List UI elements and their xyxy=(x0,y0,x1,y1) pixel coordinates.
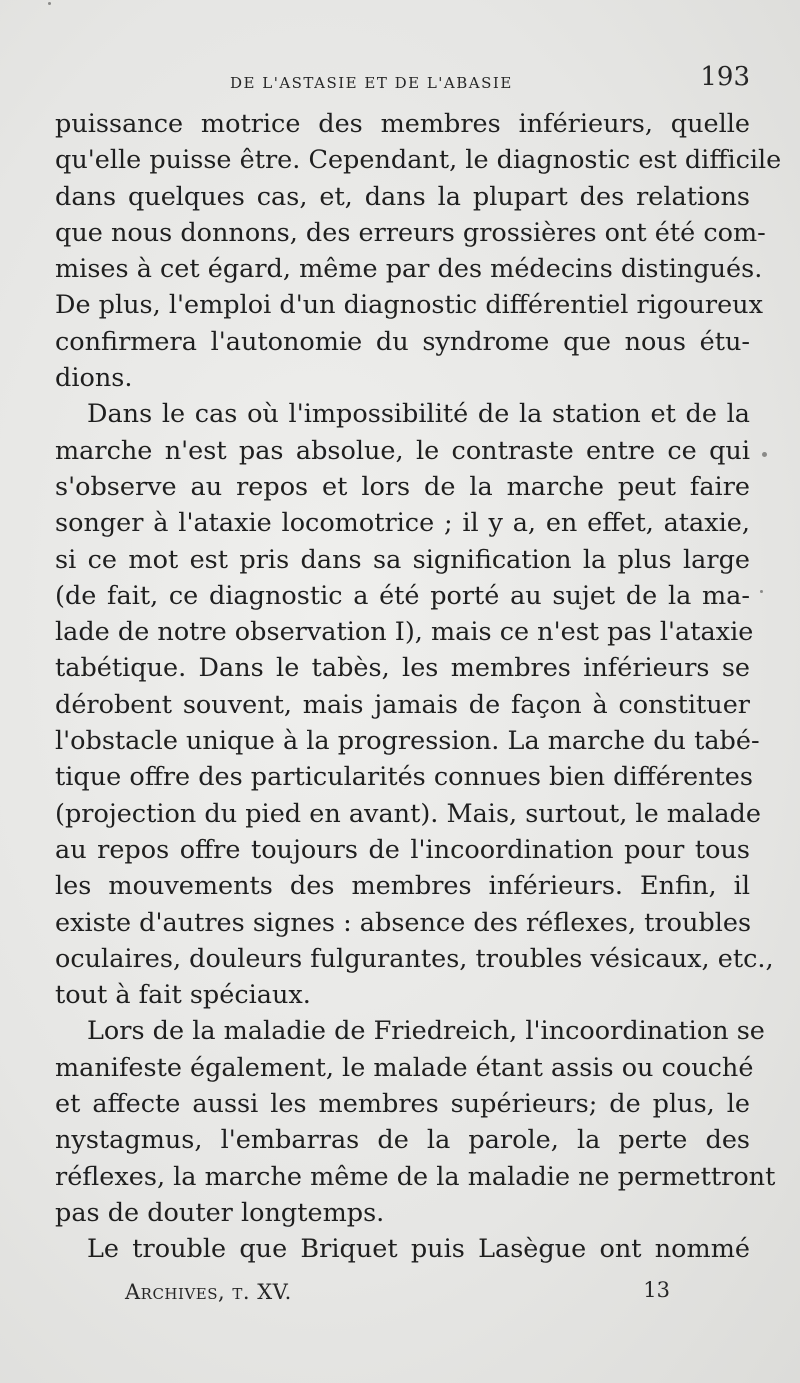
text-line: manifeste également, le malade étant assis ou couché xyxy=(55,1052,754,1083)
text-line: puissance motrice des membres inférieurs, quelle xyxy=(55,109,750,139)
text-line: tout à fait spéciaux. xyxy=(55,980,311,1011)
text-line: lade de notre observation I), mais ce n'est pas l'ataxie xyxy=(55,617,754,648)
body-text xyxy=(55,106,782,1268)
text-line: (de fait, ce diagnostic a été porté au sujet de la ma- xyxy=(55,580,750,611)
signature-number: 13 xyxy=(643,1278,670,1302)
paragraph-start-line: Lors de la maladie de Friedreich, l'incoordination se xyxy=(87,1016,765,1047)
text-line: existe d'autres signes : absence des réflexes, troubles xyxy=(55,907,752,938)
text-line: au repos offre toujours de l'incoordination pour tous xyxy=(55,834,750,865)
text-line: mises à cet égard, même par des médecins distingués. xyxy=(55,254,763,285)
text-line: (projection du pied en avant). Mais, surtout, le malade xyxy=(55,798,761,829)
running-title: DE L'ASTASIE ET DE L'ABASIE xyxy=(230,74,513,92)
text-line: tique offre des particularités connues bien différentes xyxy=(55,762,753,793)
page-number: 193 xyxy=(700,62,750,92)
text-line: tabétique. Dans le tabès, les membres inférieurs se xyxy=(55,653,750,684)
paper-speck xyxy=(760,590,763,593)
text-line: dions. xyxy=(55,363,133,394)
text-line: si ce mot est pris dans sa signification la plus large xyxy=(55,544,750,575)
text-line: que nous donnons, des erreurs grossières ont été com- xyxy=(55,217,766,248)
text-line: réflexes, la marche même de la maladie ne permettront xyxy=(55,1161,776,1192)
text-line: pas de douter longtemps. xyxy=(55,1197,385,1228)
text-line: dans quelques cas, et, dans la plupart des relations xyxy=(55,181,750,212)
paper-speck xyxy=(762,452,767,457)
paper-speck xyxy=(48,2,51,5)
text-line: qu'elle puisse être. Cependant, le diagnostic est difficile xyxy=(55,145,782,176)
text-line: les mouvements des membres inférieurs. Enfin, il xyxy=(55,871,750,902)
text-line: marche n'est pas absolue, le contraste entre ce qui xyxy=(55,435,750,466)
text-line: nystagmus, l'embarras de la parole, la perte des xyxy=(55,1125,750,1156)
text-line: songer à l'ataxie locomotrice ; il y a, en effet, ataxie, xyxy=(55,508,750,539)
text-line: s'observe au repos et lors de la marche peut faire xyxy=(55,471,750,502)
page-header xyxy=(55,62,750,102)
text-line: dérobent souvent, mais jamais de façon à constituer xyxy=(55,689,750,720)
paragraph-start-line: Le trouble que Briquet puis Lasègue ont nommé xyxy=(87,1234,750,1265)
signature-mark: Archives, t. XV. xyxy=(125,1280,292,1304)
text-line: oculaires, douleurs fulgurantes, troubles vésicaux, etc., xyxy=(55,943,774,974)
text-line: confirmera l'autonomie du syndrome que nous étu- xyxy=(55,326,750,357)
text-line: l'obstacle unique à la progression. La marche du tabé- xyxy=(55,726,760,757)
page-footer xyxy=(125,1272,670,1312)
text-line: De plus, l'emploi d'un diagnostic différentiel rigoureux xyxy=(55,290,763,321)
text-line: et affecte aussi les membres supérieurs; de plus, le xyxy=(55,1089,750,1120)
paragraph-start-line: Dans le cas où l'impossibilité de la station et de la xyxy=(87,399,750,430)
